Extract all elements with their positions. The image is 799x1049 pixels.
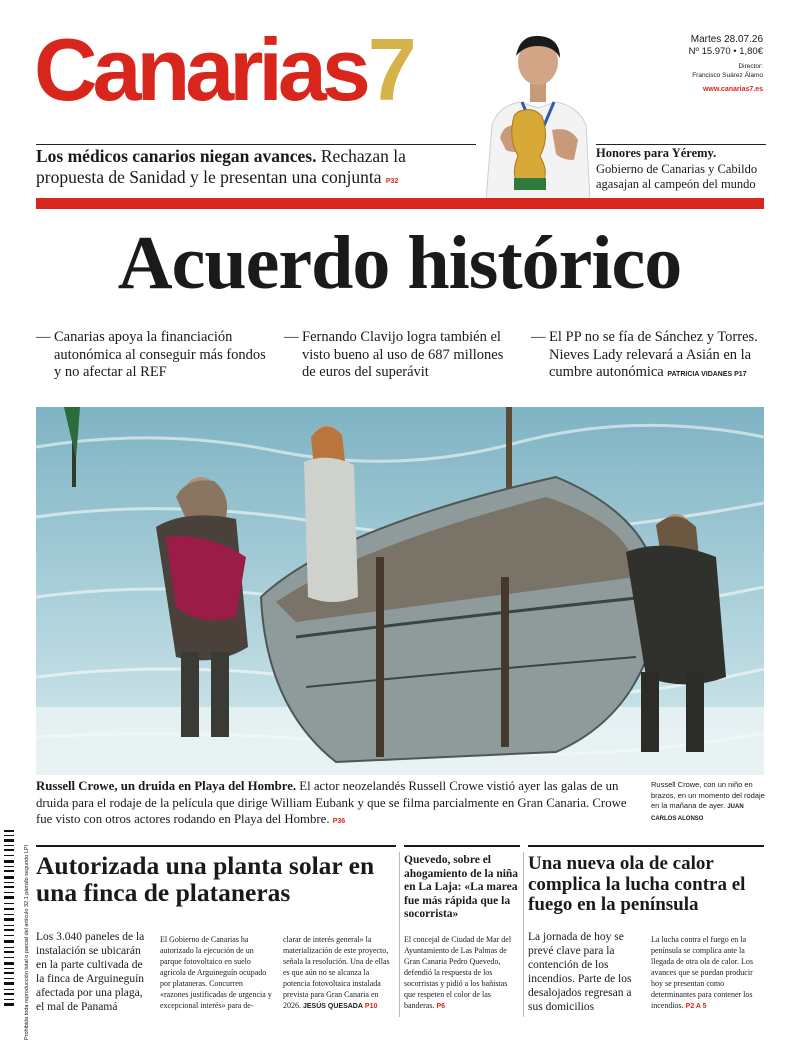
quevedo-body: [404, 934, 520, 1012]
logo-number: 7: [367, 20, 412, 119]
calor-page: P2 A 5: [685, 1003, 707, 1010]
teaser-medicos-text: Rechazan la propuesta de Sanidad y le presentan una conjunta: [36, 146, 406, 187]
teaser-rule: [36, 144, 476, 145]
photo-credit: JUAN CARLOS ALONSO: [651, 804, 744, 822]
subhead-3-byline: PATRICIA VIDANES P17: [667, 371, 747, 378]
masthead-meta: [689, 34, 763, 95]
masthead-logo[interactable]: [34, 20, 412, 119]
quevedo-body-text: El concejal de Ciudad de Mar del Ayuntamiento de Las Palmas de Gran Canaria Pedro Quevedo, defendió la respuesta de los socorristas y pidió a los bañistas que respeten el color de las banderas.: [404, 935, 512, 1010]
logo-word: Canarias: [34, 20, 366, 119]
subhead-1-dash: —: [36, 329, 51, 345]
caption-text: El actor neozelandés Russell Crowe vistió ayer las galas de un druida para el rodaje de la película que dirige William Eubank y que se filma parcialmente en Gran Canaria. Crowe fue visto con otros actores rodando en Playa del Hombre.: [36, 779, 627, 826]
boat-scene-image: [36, 407, 764, 775]
teaser-medicos[interactable]: [36, 146, 456, 192]
main-photo-caption: [36, 778, 636, 831]
main-photo[interactable]: [36, 407, 764, 775]
teaser-yeremy-lead: Honores para Yéremy.: [596, 146, 717, 160]
solar-page: P10: [364, 1003, 378, 1010]
calor-headline[interactable]: Una nueva ola de calor complica la lucha contra el fuego en la península: [528, 853, 746, 915]
teaser-yeremy-text: Gobierno de Canarias y Cabildo agasajan al campeón del mundo: [596, 161, 758, 191]
caption-page: P36: [332, 818, 346, 825]
caption-lead: Russell Crowe, un druida en Playa del Hombre.: [36, 779, 297, 793]
solar-body-col2: El Gobierno de Canarias ha autorizado la ejecución de un parque fotovoltaico en suelo agrícola de Arguineguín ocupado por plataneras. Concurren «razones justificadas de urgencia y excepcional interés» para de-: [160, 935, 272, 1010]
calor-intro: La jornada de hoy se prevé clave para la contención de los incendios. Parte de los desalojados regresan a sus domicilios: [528, 931, 632, 1013]
solar-col3-text: clarar de interés general» la materialización de este proyecto, señala la resolución. Una de ellas es que aún no se alcanza la potencia fotovoltaica instalada prevista para Gran Canaria en 2026.: [283, 935, 390, 1010]
teaser-medicos-page: P32: [385, 178, 399, 185]
subhead-3: [531, 329, 766, 384]
legal-notice: Prohibida toda reproducción total o parcial del artículo 32.1 párrafo segundo LPI: [24, 844, 30, 1040]
subhead-3-dash: —: [531, 329, 546, 345]
solar-top-rule: [36, 845, 396, 847]
subhead-3-text: [531, 329, 766, 384]
director-label: Director:: [738, 63, 763, 70]
quevedo-headline[interactable]: Quevedo, sobre el ahogamiento de la niña en La Laja: «La marea fue más rápida que la socorrista»: [404, 854, 519, 920]
solar-headline[interactable]: Autorizada una planta solar en una finca de plataneras: [36, 851, 375, 907]
main-headline[interactable]: Acuerdo histórico: [117, 221, 682, 305]
calor-body-text: La lucha contra el fuego en la península se complica ante la llegada de otra ola de calor. Los avances que se puedan producir hoy se presentan como determinantes para contener los incendios.: [651, 935, 753, 1010]
side-caption-text: Russell Crowe, con un niño en brazos, en un momento del rodaje en la mañana de ayer.: [651, 780, 765, 810]
teaser-medicos-lead: Los médicos canarios niegan avances.: [36, 146, 317, 166]
column-divider: [399, 852, 400, 1017]
solar-body-col3: [283, 934, 395, 1012]
calor-top-rule: [528, 845, 764, 847]
red-divider-bar: [36, 198, 764, 209]
solar-intro: Los 3.040 paneles de la instalación se ubicarán en la parte cultivada de la finca de Arguineguín afectada por una plaga, el mal de Panamá: [36, 931, 145, 1013]
side-teaser-rule: [596, 144, 766, 145]
calor-body: [651, 934, 765, 1012]
column-divider: [523, 852, 524, 1017]
issue-date: Martes 28.07.26: [690, 34, 763, 45]
solar-byline: JESÚS QUESADA: [303, 1003, 363, 1010]
subhead-2-text: Fernando Clavijo logra también el visto bueno al uso de 687 millones de euros del superávit: [302, 329, 504, 380]
player-trophy-photo: [478, 30, 596, 200]
subhead-3-body: El PP no se fía de Sánchez y Torres. Nieves Lady relevará a Asián en la cumbre autonómica: [549, 329, 758, 380]
side-photo-caption: [651, 780, 769, 824]
director-name: Francisco Suárez Álamo: [692, 72, 763, 79]
website-link[interactable]: www.canarias7.es: [702, 86, 763, 93]
subhead-1-text: Canarias apoya la financiación autonómica al conseguir más fondos y no afectar al REF: [54, 329, 266, 380]
quevedo-page: P6: [436, 1003, 445, 1010]
subhead-2: [284, 329, 516, 382]
subhead-1: [36, 329, 266, 382]
quevedo-top-rule: [404, 845, 520, 847]
subhead-2-dash: —: [284, 329, 299, 345]
issue-price: Nº 15.970 • 1,80€: [688, 46, 763, 57]
